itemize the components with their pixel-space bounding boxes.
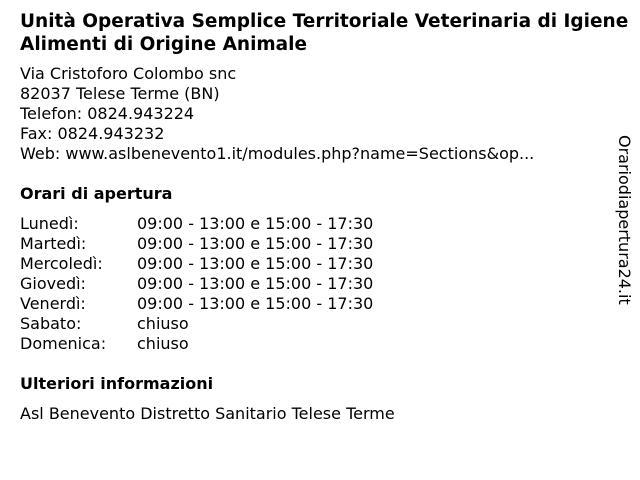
time-value: chiuso [137,314,189,333]
time-value: 09:00 - 13:00 e 15:00 - 17:30 [137,294,374,313]
fax-number: Fax: 0824.943232 [20,124,165,143]
time-value: 09:00 - 13:00 e 15:00 - 17:30 [137,274,374,293]
hours-row-thursday [20,274,373,294]
day-label: Giovedì: [20,274,86,293]
day-label: Martedì: [20,234,87,253]
more-info-heading: Ulteriori informazioni [20,374,214,393]
time-value: chiuso [137,334,189,353]
phone-number: Telefon: 0824.943224 [20,104,195,123]
hours-row-monday [20,214,373,234]
day-label: Domenica: [20,334,107,353]
hours-row-wednesday [20,254,373,274]
city-postal-code: 82037 Telese Terme (BN) [20,84,220,103]
hours-row-tuesday [20,234,373,254]
street-address: Via Cristoforo Colombo snc [20,64,237,83]
opening-hours-table [20,214,373,354]
site-watermark: Orariodiapertura24.it [615,135,634,305]
hours-row-saturday [20,314,373,334]
time-value: 09:00 - 13:00 e 15:00 - 17:30 [137,234,374,253]
day-label: Sabato: [20,314,82,333]
page-title: Unità Operativa Semplice Territoriale Veterinaria di Igiene Alimenti di Origine Animale [20,11,629,55]
more-info-text: Asl Benevento Distretto Sanitario Telese Terme [20,404,395,423]
time-value: 09:00 - 13:00 e 15:00 - 17:30 [137,214,374,233]
day-label: Venerdì: [20,294,86,313]
opening-hours-heading: Orari di apertura [20,184,173,203]
address-block [20,64,534,164]
day-label: Mercoledì: [20,254,103,273]
day-label: Lunedì: [20,214,79,233]
website-link[interactable]: Web: www.aslbenevento1.it/modules.php?name=Sections&op... [20,144,535,163]
time-value: 09:00 - 13:00 e 15:00 - 17:30 [137,254,374,273]
hours-row-sunday [20,334,373,354]
hours-row-friday [20,294,373,314]
